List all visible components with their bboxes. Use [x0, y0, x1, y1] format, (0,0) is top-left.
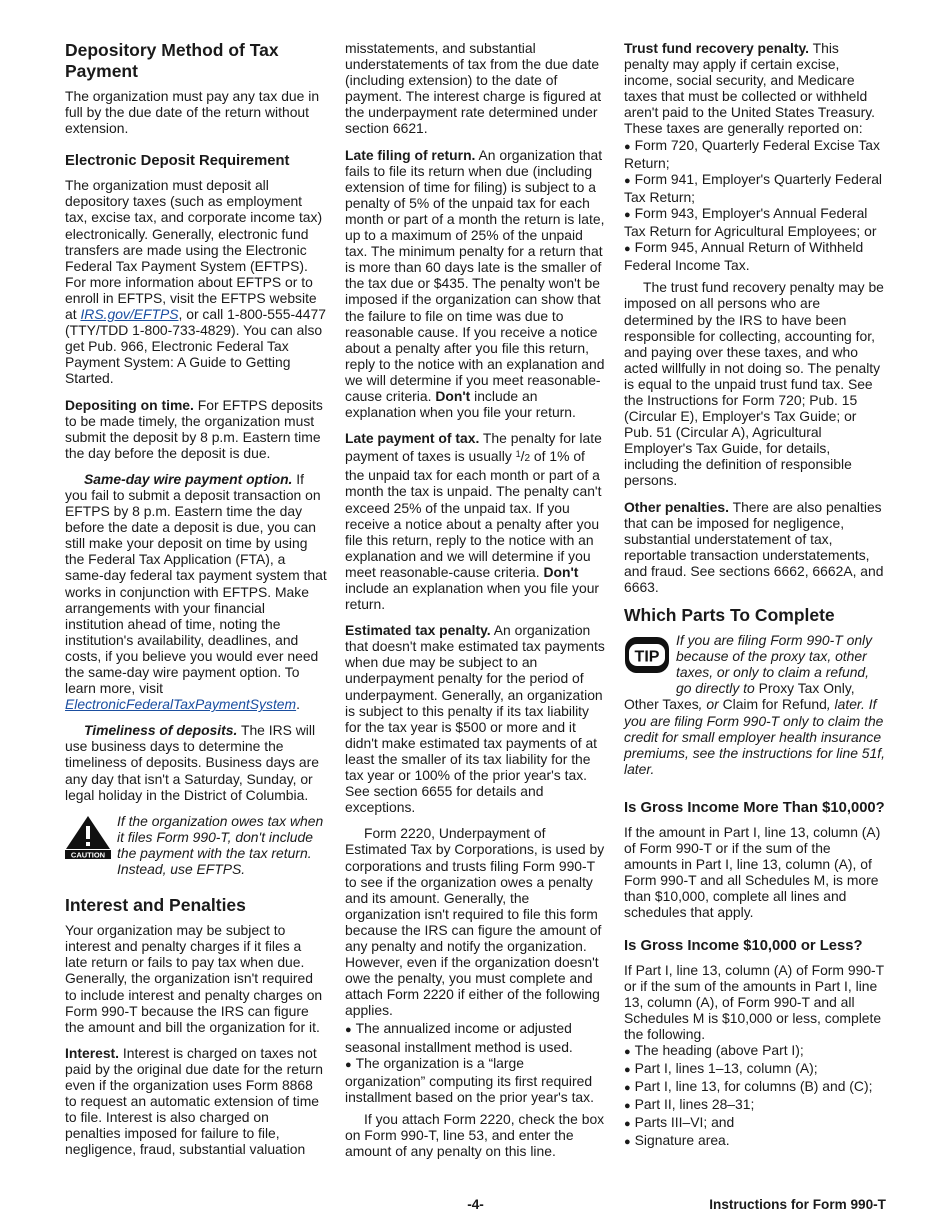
- list-item: ● The organization is a “large organization” computing its first required installment based on the prior year's tax.: [345, 1054, 594, 1105]
- run-in-heading: Trust fund recovery penalty.: [624, 40, 809, 56]
- paragraph: Late filing of return. An organization that fails to file its return when due (including extension of time for filing) is subject to a penalty of 5% of the unpaid tax for each month or part of a month the return is late, up to a maximum of 25% of the unpaid tax. The minimum penalty for a return that is more than 60 days late is the smaller of the tax due or $435. The penalty won't be imposed if the organization can show that the failure to file on time was due to reasonable cause. If you receive a notice about a penalty after you file this return, reply to the notice with an explanation and we will determine if you meet reasonable-cause criteria. Don't include an explanation when you file your return.: [345, 146, 605, 421]
- column-2: [345, 40, 607, 1169]
- paragraph: Form 2220, Underpayment of Estimated Tax by Corporations, is used by corporations and trusts filing Form 990-T to see if the organization owes a penalty and its amount. Generally, the organization isn't required to file this form because the IRS can figure the amount of any penalty and notify the organization. However, even if the organization doesn't owe the penalty, you must complete and attach Form 2220 if either of the following applies.: [345, 825, 605, 1019]
- list-item: ● Signature area.: [624, 1132, 730, 1149]
- column-3: [624, 40, 886, 1151]
- eftps-link[interactable]: IRS.gov/EFTPS: [80, 306, 179, 323]
- paragraph: If you attach Form 2220, check the box on Form 990-T, line 53, and enter the amount of any penalty on this line.: [345, 1110, 605, 1160]
- caution-text: If the organization owes tax when it files Form 990-T, don't include the payment with the tax return. Instead, use EFTPS.: [117, 812, 324, 878]
- list-item: ● Form 941, Employer's Quarterly Federal Tax Return;: [624, 170, 883, 205]
- run-in-heading: Timeliness of deposits.: [84, 722, 238, 739]
- list-item: ● Part I, lines 1–13, column (A);: [624, 1060, 818, 1077]
- tip-label: TIP: [634, 648, 660, 666]
- heading-which-parts: Which Parts To Complete: [624, 605, 835, 626]
- bullet-list: [624, 137, 886, 274]
- list-item: ● Parts III–VI; and: [624, 1114, 735, 1131]
- paragraph: Interest. Interest is charged on taxes not paid by the original due date for the return even if the organization uses Form 8868 to request an automatic extension of time to file. Interest is also charged on penalties imposed for failure to file, negligence, fraud, substantial valuation: [65, 1044, 323, 1158]
- paragraph: Depositing on time. For EFTPS deposits to be made timely, the organization must submit the deposit by 8 p.m. Eastern time the day before the deposit is due.: [65, 396, 323, 461]
- caution-icon: [65, 815, 111, 864]
- list-item: ● Form 720, Quarterly Federal Excise Tax Return;: [624, 136, 880, 171]
- run-in-heading: Other penalties.: [624, 498, 729, 515]
- list-item: ● Form 945, Annual Return of Withheld Federal Income Tax.: [624, 239, 864, 274]
- caution-label: CAUTION: [70, 850, 106, 859]
- eftps-system-link[interactable]: ElectronicFederalTaxPaymentSystem: [65, 696, 297, 713]
- paragraph: The organization must deposit all depository taxes (such as employment tax, excise tax, and corporate income tax) electronically. Generally, electronic fund transfers are made using the Electronic Federal Tax Payment System (EFTPS). For more information about EFTPS or to enroll in EFTPS, visit the EFTPS website at IRS.gov/EFTPS, or call 1-800-555-4477 (TTY/TDD 1-800-733-4829). You can also get Pub. 966, Electronic Federal Tax Payment System: A Guide to Getting Started.: [65, 177, 326, 387]
- paragraph: misstatements, and substantial understatements of tax from the due date (including extension) to the date of payment. The interest charge is figured at the underpayment rate determined under section 6621.: [345, 40, 602, 137]
- paragraph: Timeliness of deposits. The IRS will use business days to determine the timeliness of deposits. Business days are any day that isn't a Saturday, Sunday, or legal holiday in the District of Columbia.: [65, 722, 320, 803]
- tip-note: [624, 632, 886, 777]
- page-footer: [65, 1197, 886, 1215]
- run-in-heading: Late payment of tax.: [345, 430, 480, 447]
- tip-text: If you are filing Form 990-T only because of the proxy tax, other taxes, or only to claim a refund, go directly to Proxy Tax Only, Other Taxes, or Claim for Refund, later. If you are filing Form 990-T only to claim the credit for small employer health insurance premiums, see the instructions for line 51f, later.: [624, 632, 885, 777]
- paragraph: Late payment of tax. The penalty for late payment of taxes is usually $^1$/2 of 1% of the unpaid tax for each month or part of a month the tax is unpaid. The penalty can't exceed 25% of the unpaid tax. If you receive a notice about a penalty after you file this return, reply to the notice with an explanation and we will determine if you meet reasonable-cause criteria. Don't include an explanation when you file your return.: [345, 430, 602, 613]
- heading-electronic-deposit: Electronic Deposit Requirement: [65, 153, 290, 170]
- paragraph: Estimated tax penalty. An organization that doesn't make estimated tax payments when due may be subject to an underpayment penalty for the period of underpayment. Generally, an organization is subject to this penalty if its tax liability for the tax year is $500 or more and it didn't make estimated tax payments of at least the smaller of its tax liability for the tax year or 100% of the prior year's tax. See section 6655 for details and exceptions.: [345, 622, 605, 816]
- run-in-heading: Depositing on time.: [65, 396, 194, 413]
- list-item: ● Part II, lines 28–31;: [624, 1096, 755, 1113]
- list-item: ● The annualized income or adjusted seasonal installment method is used.: [345, 1020, 573, 1055]
- paragraph: Your organization may be subject to interest and penalty charges if it files a late return or fails to pay tax when due. Generally, the organization isn't required to include interest and penalty charges on Form 990-T because the IRS can figure the amount and bill the organization for it.: [65, 922, 323, 1035]
- paragraph: The organization must pay any tax due in full by the due date of the return without extension.: [65, 88, 320, 137]
- page-number: -4-: [467, 1197, 484, 1212]
- footer-form-title: Instructions for Form 990-T: [709, 1197, 886, 1212]
- run-in-heading: Late filing of return.: [345, 146, 476, 163]
- paragraph: Same-day wire payment option. If you fail to submit a deposit transaction on EFTPS by 8 p.m. Eastern time the day before the date a deposit is due, you can still make your deposit on time by using the Federal Tax Application (FTA), a same-day federal tax payment system that works in conjunction with EFTPS. Make arrangements with your financial institution ahead of time, noting the institution's availability, deadlines, and costs, if you believe you would ever need the same-day wire payment option. To learn more, visit ElectronicFederalTaxPaymentSystem.: [65, 470, 327, 713]
- column-1: [65, 40, 327, 1167]
- heading-depository-method: Depository Method of Tax Payment: [65, 40, 279, 81]
- tip-icon: [624, 634, 670, 683]
- list-item: ● The heading (above Part I);: [624, 1041, 804, 1058]
- list-item: ● Part I, line 13, for columns (B) and (C);: [624, 1078, 873, 1095]
- paragraph: The trust fund recovery penalty may be imposed on all persons who are determined by the IRS to have been responsible for collecting, accounting for, and paying over these taxes, and who acted willfully in not doing so. The penalty is equal to the unpaid trust fund tax. See the Instructions for Form 720; Pub. 15 (Circular E), Employer's Tax Guide; or Pub. 51 (Circular A), Agricultural Employer's Tax Guide, for details, including the definition of responsible persons.: [624, 279, 884, 489]
- run-in-heading: Interest.: [65, 1044, 120, 1061]
- paragraph: If the amount in Part I, line 13, column (A) of Form 990-T or if the sum of the amounts in Part I, line 13, column (A), of Form 990-T and all Schedules M, is more than $10,000, complete all lines and schedules that apply.: [624, 823, 881, 921]
- caution-note: [65, 813, 327, 877]
- run-in-heading: Estimated tax penalty.: [345, 622, 491, 639]
- run-in-heading: Same-day wire payment option.: [84, 470, 293, 487]
- bullet-list: [345, 1020, 607, 1104]
- heading-gross-income-less: Is Gross Income $10,000 or Less?: [624, 937, 863, 954]
- heading-interest-penalties: Interest and Penalties: [65, 895, 246, 916]
- paragraph: Trust fund recovery penalty. This penalty may apply if certain excise, income, social security, and Medicare taxes that must be collected or withheld aren't paid to the United States Treasury. These taxes are generally reported on:: [624, 40, 876, 137]
- list-item: ● Form 943, Employer's Annual Federal Tax Return for Agricultural Employees; or: [624, 204, 877, 240]
- bullet-list: [624, 1042, 886, 1151]
- paragraph: Other penalties. There are also penalties that can be imposed for negligence, substantial understatement of tax, reportable transaction understatements, and fraud. See sections 6662, 6662A, and 6663.: [624, 498, 884, 595]
- paragraph: If Part I, line 13, column (A) of Form 990-T or if the sum of the amounts in Part I, line 13, column (A), of Form 990-T and all Schedules M is $10,000 or less, complete the following.: [624, 961, 884, 1042]
- heading-gross-income-more: Is Gross Income More Than $10,000?: [624, 799, 885, 816]
